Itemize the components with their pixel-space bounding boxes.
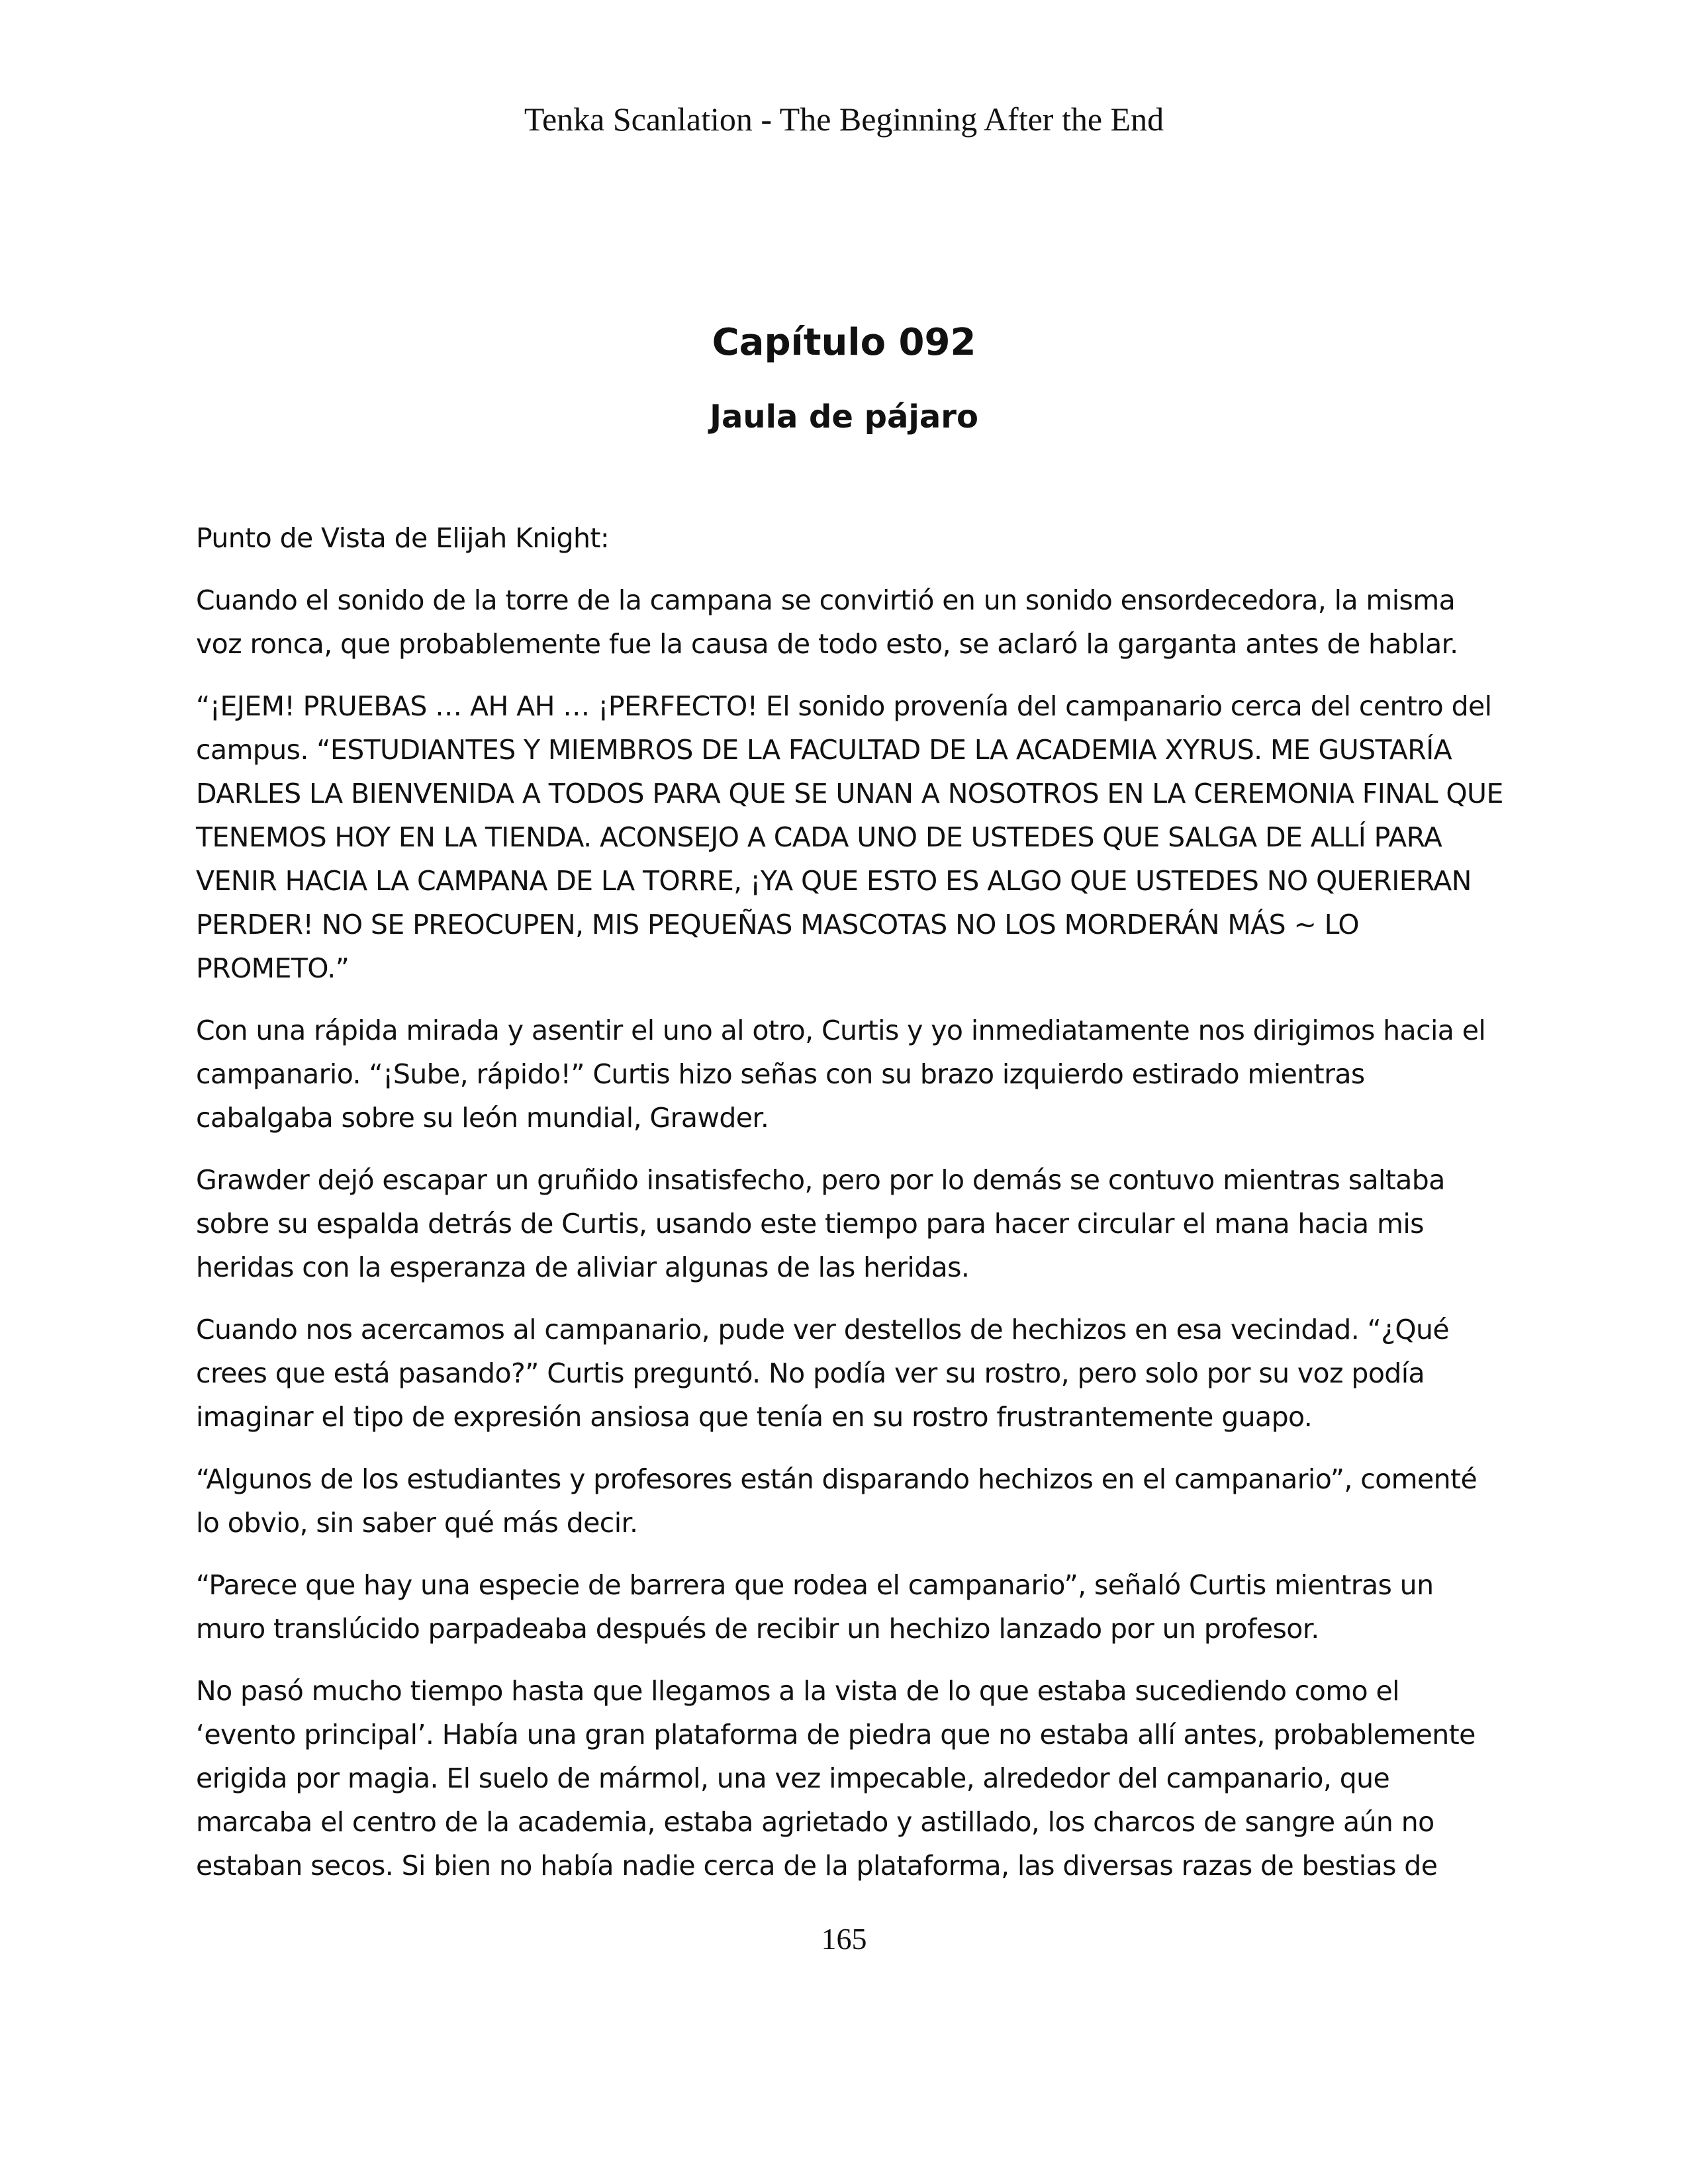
chapter-title: Capítulo 092 [712,321,976,364]
chapter-subtitle: Jaula de pájaro [710,398,978,435]
paragraph: Grawder dejó escapar un gruñido insatisfecho, pero por lo demás se contuvo mientras saltaba sobre su espalda detrás de Curtis, usando este tiempo para hacer circular el mana hacia mis heridas con la esperanza de aliviar algunas de las heridas. [196,1164,1445,1283]
paragraph: Cuando nos acercamos al campanario, pude ver destellos de hechizos en esa vecindad. “¿Qué crees que está pasando?” Curtis preguntó. No podía ver su rostro, pero solo por su voz podía imaginar el tipo de expresión ansiosa que tenía en su rostro frustrantemente guapo. [196,1314,1450,1433]
paragraph: Cuando el sonido de la torre de la campana se convirtió en un sonido ensordecedora, la misma voz ronca, que probablemente fue la causa de todo esto, se aclaró la garganta antes de hablar. [196,584,1458,660]
paragraph: “Parece que hay una especie de barrera que rodea el campanario”, señaló Curtis mientras un muro translúcido parpadeaba después de recibir un hechizo lanzado por un profesor. [196,1569,1434,1645]
body-text [196,516,1507,1906]
paragraph: Punto de Vista de Elijah Knight: [196,522,610,554]
paragraph: “Algunos de los estudiantes y profesores están disparando hechizos en el campanario”, comenté lo obvio, sin saber qué más decir. [196,1463,1477,1539]
paragraph: Con una rápida mirada y asentir el uno al otro, Curtis y yo inmediatamente nos dirigimos hacia el campanario. “¡Sube, rápido!” Curtis hizo señas con su brazo izquierdo estirado mientras cabalgaba sobre su león mundial, Grawder. [196,1015,1486,1134]
paragraph: No pasó mucho tiempo hasta que llegamos a la vista de lo que estaba sucediendo como el ‘evento principal’. Había una gran plataforma de piedra que no estaba allí antes, probablemente erigida por magia. El suelo de mármol, una vez impecable, alrededor del campanario, que marcaba el centro de la academia, estaba agrietado y astillado, los charcos de sangre aún no estaban secos. Si bien no había nadie cerca de la plataforma, las diversas razas de bestias de [196,1675,1476,1882]
page-number: 165 [821,1922,867,1956]
paragraph: “¡EJEM! PRUEBAS … AH AH … ¡PERFECTO! El sonido provenía del campanario cerca del centro del campus. “ESTUDIANTES Y MIEMBROS DE LA FACULTAD DE LA ACADEMIA XYRUS. ME GUSTARÍA DARLES LA BIENVENIDA A TODOS PARA QUE SE UNAN A NOSOTROS EN LA CEREMONIA FINAL QUE TENEMOS HOY EN LA TIENDA. ACONSEJO A CADA UNO DE USTEDES QUE SALGA DE ALLÍ PARA VENIR HACIA LA CAMPANA DE LA TORRE, ¡YA QUE ESTO ES ALGO QUE USTEDES NO QUERIERAN PERDER! NO SE PREOCUPEN, MIS PEQUEÑAS MASCOTAS NO LOS MORDERÁN MÁS ~ LO PROMETO.” [196,690,1503,984]
running-header: Tenka Scanlation - The Beginning After the End [524,101,1164,138]
